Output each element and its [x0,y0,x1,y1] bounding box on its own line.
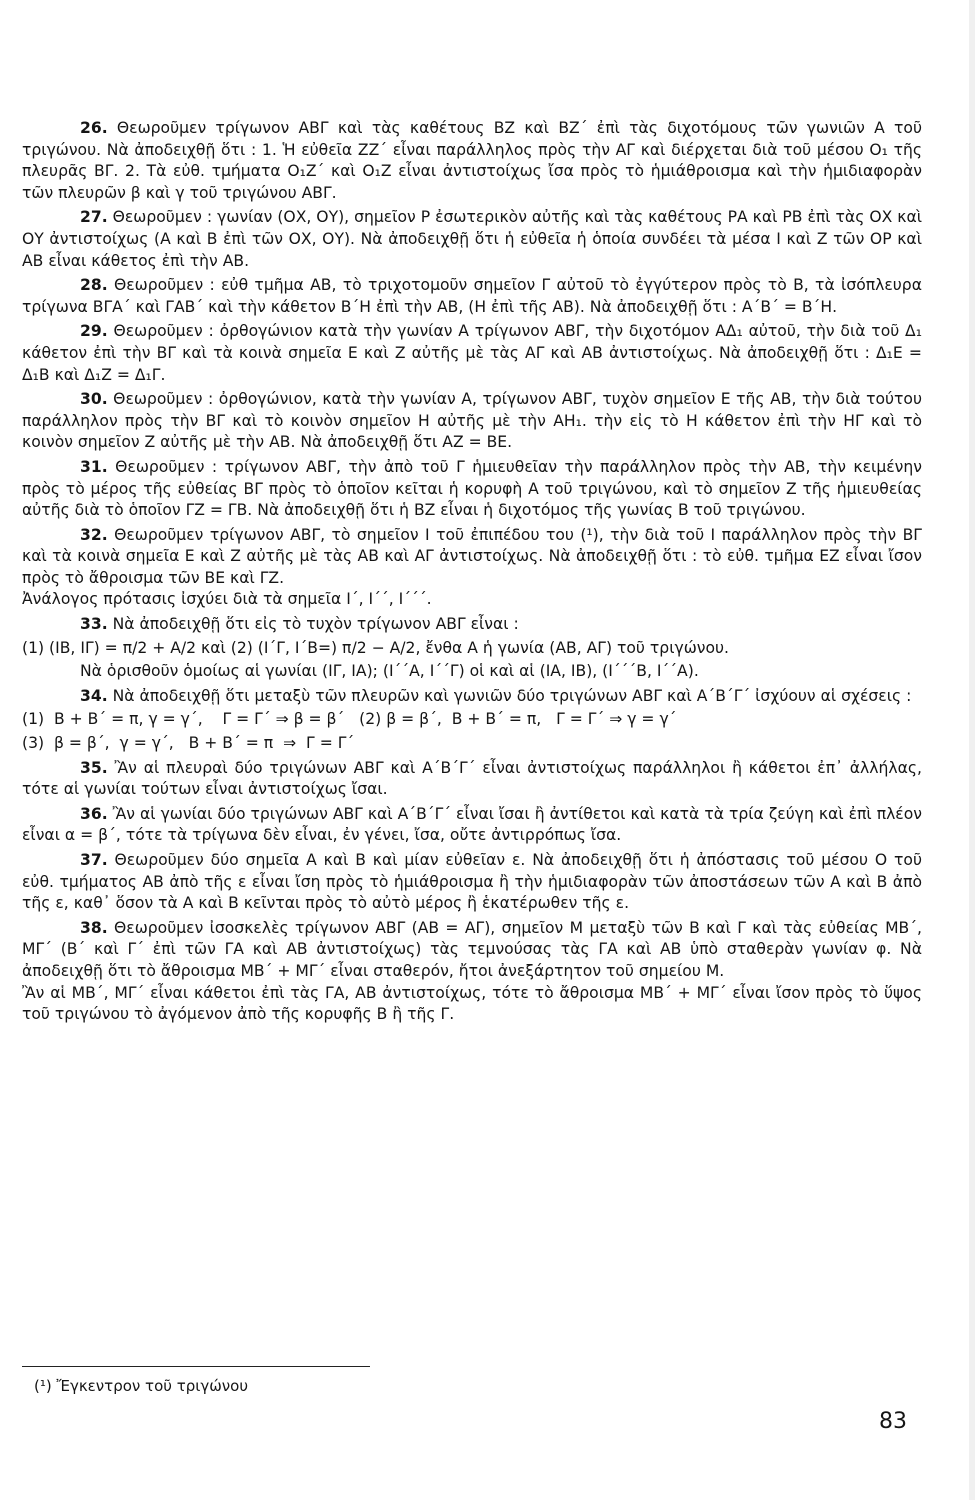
formula-34-line-1: (1) Β + Β΄ = π, γ = γ΄, Γ = Γ΄ ⇒ β = β΄ (2) β = β΄, Β + Β΄ = π, Γ = Γ΄ ⇒ γ = γ΄ [22,710,677,729]
problem-text: Νὰ ἀποδειχθῇ ὅτι εἰς τὸ τυχὸν τρίγωνον ΑΒΓ εἶναι : [112,615,519,634]
problem-number: 35. [80,758,108,777]
problem-number: 36. [80,804,108,823]
problem-33 [22,614,922,683]
problem-29 [22,321,922,386]
problem-38 [22,918,922,1026]
problem-text: Ἂν αἱ γωνίαι δύο τριγώνων ΑΒΓ καὶ Α΄Β΄Γ΄ εἶναι ἴσαι ἢ ἀντίθετοι καὶ κατὰ τὰ τρία ζεύγη καὶ ἐπὶ πλέον εἶναι α = β΄, τότε τὰ τρίγωνα δὲν εἶναι, ἐν γένει, ἴσα, οὔτε ἀντιρρόπως ἴσα. [22,804,922,845]
problem-number: 27. [80,208,108,227]
problem-text: Ἂν αἱ πλευραὶ δύο τριγώνων ΑΒΓ καὶ Α΄Β΄Γ΄ εἶναι ἀντιστοίχως παράλληλοι ἢ κάθετοι ἐπ᾿ ἀλλήλας, τότε αἱ γωνίαι τούτων εἶναι ἀντιστοίχως ἴσαι. [22,758,922,799]
problem-37 [22,850,922,915]
problem-text: Θεωροῦμεν ἰσοσκελὲς τρίγωνον ΑΒΓ (ΑΒ = ΑΓ), σημεῖον Μ μεταξὺ τῶν Β καὶ Γ καὶ τὰς εὐθείας ΜΒ΄, ΜΓ΄ (Β΄ καὶ Γ΄ ἐπὶ τῶν ΓΑ καὶ ΑΒ ἀντιστοίχως) τὰς τεμνούσας τὰς ΓΑ καὶ ΑΒ ὑπὸ σταθερὰν γωνίαν φ. Νὰ ἀποδειχθῇ ὅτι τὸ ἄθροισμα ΜΒ΄ + ΜΓ΄ εἶναι σταθερόν, ἤτοι ἀνεξάρτητον τοῦ σημείου Μ. [22,918,922,980]
problem-text-continued: Ἂν αἱ ΜΒ΄, ΜΓ΄ εἶναι κάθετοι ἐπὶ τὰς ΓΑ, ΑΒ ἀντιστοίχως, τότε τὸ ἄθροισμα ΜΒ΄ + ΜΓ΄ εἶναι ἴσον πρὸς τὸ ὕψος τοῦ τριγώνου τὸ ἀγόμενον ἀπὸ τῆς κορυφῆς Β ἢ τῆς Γ. [22,983,922,1024]
footnote: (¹) Ἔγκεντρον τοῦ τριγώνου [34,1377,248,1395]
exercise-list [22,118,922,1029]
problem-number: 32. [80,525,108,544]
problem-text: Θεωροῦμεν τρίγωνον ΑΒΓ καὶ τὰς καθέτους ΒΖ καὶ ΒΖ΄ ἐπὶ τὰς διχοτόμους τῶν γωνιῶν Α τοῦ τριγώνου. Νὰ ἀποδειχθῇ ὅτι : 1. Ἡ εὐθεῖα ΖΖ΄ εἶναι παράλληλος πρὸς τὴν ΑΓ καὶ διέρχεται διὰ τοῦ μέσου Ο₁ τῆς πλευρᾶς ΒΓ. 2. Τὰ εὐθ. τμήματα Ο₁Ζ΄ καὶ Ο₁Ζ εἶναι ἀντιστοίχως ἴσα πρὸς τὸ ἡμιάθροισμα καὶ τὴν ἡμιδιαφορὰν τῶν πλευρῶν β καὶ γ τοῦ τριγώνου ΑΒΓ. [22,119,922,202]
problem-text-continued: Ἀνάλογος πρότασις ἰσχύει διὰ τὰ σημεῖα Ι΄, Ι΄΄, Ι΄΄΄. [22,590,432,609]
problem-number: 34. [80,686,108,705]
problem-text: Θεωροῦμεν δύο σημεῖα Α καὶ Β καὶ μίαν εὐθεῖαν ε. Νὰ ἀποδειχθῇ ὅτι ἡ ἀπόστασις τοῦ μέσου Ο τοῦ εὐθ. τμήματος ΑΒ ἀπὸ τῆς ε εἶναι ἴση πρὸς τὸ ἡμιάθροισμα ἢ τὴν ἡμιδιαφορὰν τῶν ἀποστάσεων τῶν Α καὶ Β ἀπὸ τῆς ε, καθ᾿ ὅσον τὰ Α καὶ Β κεῖνται πρὸς τὸ αὐτὸ μέρος ἢ ἑκατέρωθεν τῆς ε. [22,851,922,913]
problem-number: 30. [80,390,108,409]
problem-32 [22,525,922,611]
problem-number: 28. [80,276,108,295]
formula-33-relations: (1) (ΙΒ, ΙΓ) = π/2 + Α/2 καὶ (2) (Ι΄Γ, Ι΄Β=) π/2 − Α/2, ἔνθα Α ἡ γωνία (ΑΒ, ΑΓ) τοῦ τριγώνου. [22,638,729,657]
problem-text: Θεωροῦμεν τρίγωνον ΑΒΓ, τὸ σημεῖον Ι τοῦ ἐπιπέδου του (¹), τὴν διὰ τοῦ Ι παράλληλον πρὸς τὴν ΒΓ καὶ τὰ κοινὰ σημεῖα Ε καὶ Ζ αὐτῆς μὲ τὰς ΑΒ καὶ ΑΓ ἀντιστοίχως. Νὰ ἀποδειχθῇ ὅτι : τὸ εὐθ. τμῆμα ΕΖ εἶναι ἴσον πρὸς τὸ ἄθροισμα τῶν ΒΕ καὶ ΓΖ. [22,525,922,587]
problem-number: 31. [80,457,108,476]
problem-text: Θεωροῦμεν : εὐθ τμῆμα ΑΒ, τὸ τριχοτομοῦν σημεῖον Γ αὐτοῦ τὸ ἐγγύτερον πρὸς τὸ Β, τὰ ἰσόπλευρα τρίγωνα ΒΓΑ΄ καὶ ΓΑΒ΄ καὶ τὴν κάθετον Β΄Η ἐπὶ τὴν ΑΒ, (Η ἐπὶ τῆς ΑΒ). Νὰ ἀποδειχθῇ ὅτι : Α΄Β΄ = Β΄Η. [22,276,922,316]
problem-26 [22,118,922,204]
problem-number: 33. [80,615,108,634]
problem-text: Νὰ ἀποδειχθῇ ὅτι μεταξὺ τῶν πλευρῶν καὶ γωνιῶν δύο τριγώνων ΑΒΓ καὶ Α΄Β΄Γ΄ ἰσχύουν αἱ σχέσεις : [112,686,912,705]
footnote-divider [22,1366,370,1367]
page-edge [969,0,975,1500]
problem-number: 37. [80,851,108,869]
problem-text: Θεωροῦμεν : γωνίαν (ΟΧ, ΟΥ), σημεῖον Ρ ἐσωτερικὸν αὐτῆς καὶ τὰς καθέτους ΡΑ καὶ ΡΒ ἐπὶ τὰς ΟΧ καὶ ΟΥ ἀντιστοίχως (Α καὶ Β ἐπὶ τῶν ΟΧ, ΟΥ). Νὰ ἀποδειχθῇ ὅτι ἡ εὐθεῖα ἡ ὁποία συνδέει τὰ μέσα Ι καὶ Ζ τῶν ΟΡ καὶ ΑΒ εἶναι κάθετος ἐπὶ τὴν ΑΒ. [22,208,922,270]
problem-text: Θεωροῦμεν : τρίγωνον ΑΒΓ, τὴν ἀπὸ τοῦ Γ ἡμιευθεῖαν τὴν παράλληλον πρὸς τὴν ΑΒ, τὴν κειμένην πρὸς τὸ μέρος τῆς εὐθείας ΒΓ πρὸς τὸ ὁποῖον κεῖται ἡ κορυφὴ Α τοῦ τριγώνου, καὶ τὸ σημεῖον Ζ τῆς ἡμιευθείας αὐτῆς διὰ τὸ ὁποῖον ΓΖ = ΓΒ. Νὰ ἀποδειχθῇ ὅτι ἡ ΒΖ εἶναι ἡ διχοτόμος τῆς γωνίας Β τοῦ τριγώνου. [22,457,922,520]
formula-34-line-2: (3) β = β΄, γ = γ΄, Β + Β΄ = π ⇒ Γ = Γ΄ [22,734,355,753]
problem-28 [22,275,922,318]
problem-34 [22,686,922,755]
problem-number: 38. [80,918,108,937]
problem-27 [22,207,922,272]
problem-36 [22,804,922,847]
problem-number: 26. [80,119,108,137]
problem-35 [22,758,922,801]
problem-30 [22,389,922,454]
problem-text: Θεωροῦμεν : ὀρθογώνιον κατὰ τὴν γωνίαν Α τρίγωνον ΑΒΓ, τὴν διχοτόμον ΑΔ₁ αὐτοῦ, τὴν διὰ τοῦ Δ₁ κάθετον ἐπὶ τὴν ΒΓ καὶ τὰ κοινὰ σημεῖα Ε καὶ Ζ αὐτῆς μὲ τὰς ΑΓ καὶ ΑΒ ἀντιστοίχως. Νὰ ἀποδειχθῇ ὅτι : Δ₁Ε = Δ₁Β καὶ Δ₁Ζ = Δ₁Γ. [22,322,922,384]
formula-33-note: Νὰ ὁρισθοῦν ὁμοίως αἱ γωνίαι (ΙΓ, ΙΑ); (Ι΄΄Α, Ι΄΄Γ) οἱ καὶ αἱ (ΙΑ, ΙΒ), (Ι΄΄΄Β, Ι΄΄Α). [80,662,699,681]
page-number: 83 [879,1409,907,1434]
problem-text: Θεωροῦμεν : ὀρθογώνιον, κατὰ τὴν γωνίαν Α, τρίγωνον ΑΒΓ, τυχὸν σημεῖον Ε τῆς ΑΒ, τὴν διὰ τούτου παράλληλον πρὸς τὴν ΒΓ καὶ τὸ κοινὸν σημεῖον Η αὐτῆς μὲ τὴν ΑΗ₁. τὴν εἰς τὸ Η κάθετον ἐπὶ τὴν ΗΓ καὶ τὸ κοινὸν σημεῖον Ζ αὐτῆς μὲ τὴν ΑΒ. Νὰ ἀποδειχθῇ ὅτι ΑΖ = ΒΕ. [22,390,922,452]
problem-31 [22,457,922,522]
problem-number: 29. [80,322,108,341]
